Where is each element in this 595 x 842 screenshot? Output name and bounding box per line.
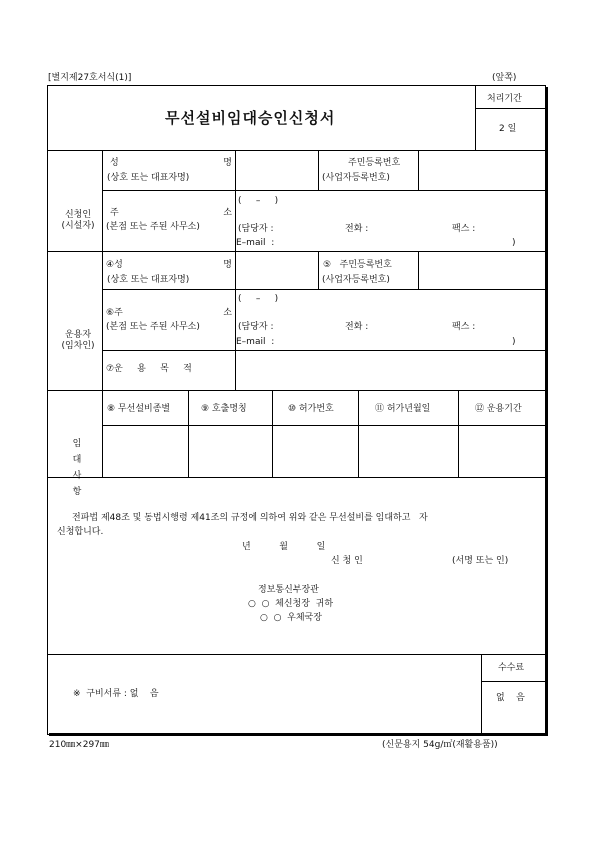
applicant-fax: 팩스 :: [452, 224, 476, 234]
applicant-name-sub: (상호 또는 대표자명): [107, 173, 190, 183]
statement-minister: 정보통신부장관: [258, 585, 319, 595]
operator-reg-label: ⑤ 주민등록번호: [323, 260, 392, 270]
lease-col-equipment-type: ⑧ 무선설비종별: [107, 404, 171, 414]
page-side-label: (앞쪽): [492, 73, 517, 83]
processing-period-label: 처리기간: [487, 94, 522, 104]
applicant-section-label: 신청인 (시설자): [61, 210, 95, 231]
processing-period-value: 2 일: [499, 124, 517, 134]
statement-line2: 신청합니다.: [57, 527, 104, 537]
statement-line1: 전파법 제48조 및 동법시행령 제41조의 규정에 의하여 위와 같은 무선설비를 임대하고 자: [72, 513, 428, 523]
statement-addressee-2: ○ ○ 우체국장: [260, 613, 322, 623]
statement-addressee-1: ○ ○ 체신청장 귀하: [248, 599, 334, 609]
applicant-name-label: 성 명: [110, 158, 232, 168]
operator-purpose-label: ⑦운 용 목 적: [106, 364, 192, 374]
fee-label: 수수료: [498, 663, 525, 673]
form-number: [별지제27호서식(1)]: [48, 73, 132, 83]
form-title: 무선설비임대승인신청서: [165, 109, 336, 127]
statement-date: 년 월 일: [242, 542, 326, 552]
applicant-email-close: ): [512, 238, 516, 248]
statement-sign: (서명 또는 인): [452, 556, 509, 566]
applicant-reg-sub: (사업자등록번호): [322, 173, 390, 183]
frame-shadow-right: [545, 87, 548, 736]
applicant-address-label: 주 소: [110, 208, 232, 218]
operator-contact-person: (담당자 :: [238, 322, 274, 332]
applicant-address-sub: (본점 또는 주된 사무소): [106, 222, 200, 232]
operator-reg-sub: (사업자등록번호): [322, 275, 390, 285]
operator-phone-paren: ( – ): [238, 294, 279, 304]
paper-size: 210㎜×297㎜: [49, 740, 109, 750]
operator-name-label: ④성 명: [106, 260, 232, 270]
operator-fax: 팩스 :: [452, 322, 476, 332]
operator-address-label: ⑥주 소: [106, 308, 232, 318]
operator-email: E–mail :: [236, 337, 275, 347]
fee-value: 없 음: [496, 693, 525, 703]
frame-shadow-bottom: [49, 733, 548, 736]
statement-applicant: 신 청 인: [331, 556, 363, 566]
operator-name-sub: (상호 또는 대표자명): [107, 275, 190, 285]
applicant-contact-person: (담당자 :: [238, 224, 274, 234]
lease-col-call-sign: ⑨ 호출명칭: [201, 404, 247, 414]
required-documents: ※ 구비서류 : 없 음: [73, 689, 159, 699]
lease-section-label: 임 대 사 항: [72, 439, 82, 497]
lease-col-license-date: ⑪ 허가년월일: [375, 404, 431, 414]
lease-col-license-no: ⑩ 허가번호: [288, 404, 334, 414]
operator-phone: 전화 :: [345, 322, 369, 332]
operator-email-close: ): [512, 337, 516, 347]
operator-section-label: 운용자 (임차인): [61, 330, 95, 351]
applicant-phone: 전화 :: [345, 224, 369, 234]
applicant-email: E–mail :: [236, 238, 275, 248]
applicant-phone-paren: ( – ): [238, 196, 279, 206]
operator-address-sub: (본점 또는 주된 사무소): [106, 322, 200, 332]
lease-col-period: ⑫ 운용기간: [475, 404, 522, 414]
paper-spec: (신문용지 54g/㎡(재활용품)): [382, 740, 498, 750]
applicant-reg-label: 주민등록번호: [348, 158, 401, 168]
